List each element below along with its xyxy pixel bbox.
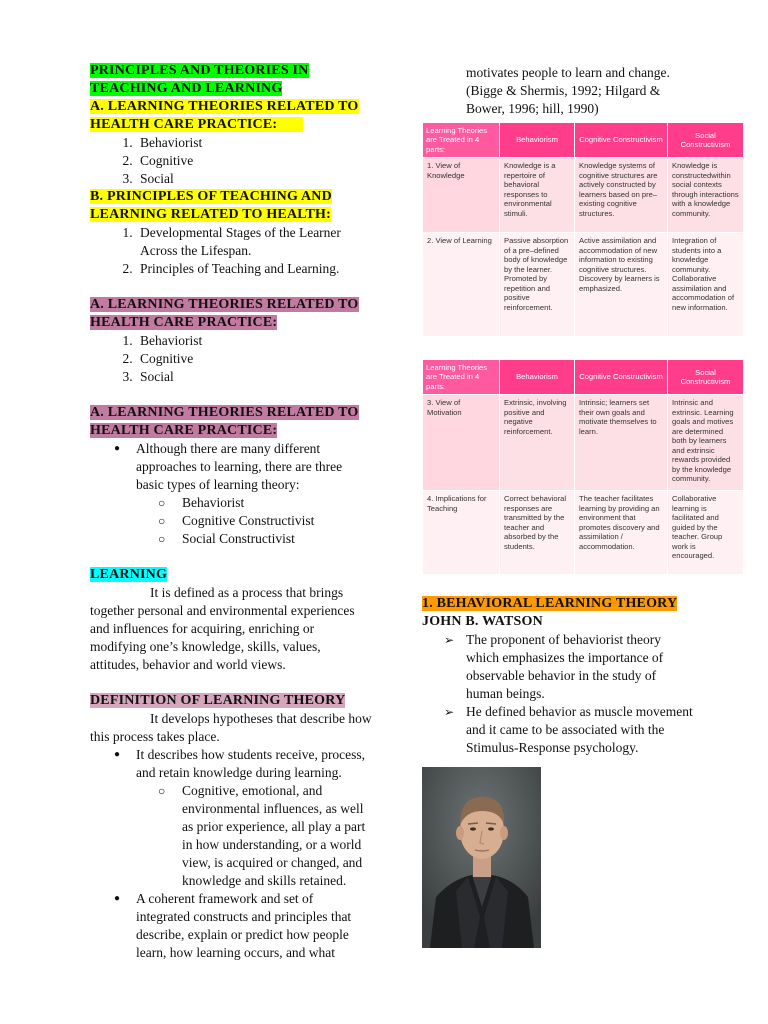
heading-principles: B. PRINCIPLES OF TEACHING AND LEARNING RELATED TO HEALTH: — [90, 189, 332, 222]
principles-list — [90, 224, 395, 278]
list-item: ○ Behaviorist — [182, 494, 395, 512]
list-item: 1. Behaviorist — [136, 332, 395, 350]
types-sublist — [136, 494, 395, 548]
table-cell: 2. View of Learning — [423, 233, 500, 337]
learning-paragraph: It is defined as a process that brings together personal and environmental experiences and influences for acquiring, enriching or modifying one’s knowledge, skills, values, attitudes, behavior and world views. — [90, 585, 355, 672]
list-item: 2. Principles of Teaching and Learning. — [136, 260, 395, 278]
table-cell: 1. View of Knowledge — [423, 158, 500, 233]
heading-learning-theories: A. LEARNING THEORIES RELATED TO HEALTH CARE PRACTICE: — [90, 99, 359, 132]
heading-learning-theories-2: A. LEARNING THEORIES RELATED TO HEALTH CARE PRACTICE: — [90, 297, 359, 330]
list-item: 3. Social — [136, 170, 395, 188]
table-cell: Knowledge systems of cognitive structures are actively constructed by learners based on pre–existing cognitive structures. — [575, 158, 668, 233]
list-item: ● A coherent framework and set of integrated constructs and principles that describe, explain or predict how people learn, how learning occurs, and what — [136, 890, 395, 962]
table-cell: Extrinsic, involving positive and negative reinforcement. — [500, 395, 575, 491]
heading-learning-theories-3: A. LEARNING THEORIES RELATED TO HEALTH CARE PRACTICE: — [90, 405, 359, 438]
heading-behavioral-theory: 1. BEHAVIORAL LEARNING THEORY JOHN B. WATSON — [422, 596, 678, 629]
theories-table-2 — [422, 359, 744, 575]
list-item: 2. Cognitive — [136, 350, 395, 368]
main-title: PRINCIPLES AND THEORIES IN TEACHING AND LEARNING — [90, 63, 309, 96]
table-cell: 4. Implications for Teaching — [423, 491, 500, 575]
list-item: ○ Cognitive Constructivist — [182, 512, 395, 530]
list-item: ➢ He defined behavior as muscle movement and it came to be associated with the Stimulus-Response psychology. — [466, 703, 752, 757]
list-item: ○ Cognitive, emotional, and environmental influences, as well as prior experience, all play a part in how understanding, or a world view, is acquired or changed, and knowledge and skills retained. — [182, 782, 395, 890]
table-header: Social Constructivism — [668, 123, 744, 158]
table-header: Behaviorism — [500, 360, 575, 395]
left-column — [90, 62, 395, 962]
table-cell: Collaborative learning is facilitated and guided by the teacher. Group work is encouraged. — [668, 491, 744, 575]
theories-table-1 — [422, 122, 744, 337]
table-cell: Knowledge is constructedwithin social contexts through interactions with a knowledge community. — [668, 158, 744, 233]
table-cell: Passive absorption of a pre–defined body of knowledge by the learner. Promoted by repetition and positive reinforcement. — [500, 233, 575, 337]
list-item: 1. Developmental Stages of the Learner Across the Lifespan. — [136, 224, 395, 260]
continued-paragraph: motivates people to learn and change. (Bigge & Shermis, 1992; Hilgard & Bower, 1996; hill, 1990) — [466, 65, 670, 116]
heading-learning: LEARNING — [90, 567, 168, 582]
table-cell: 3. View of Motivation — [423, 395, 500, 491]
list-item: ➢ The proponent of behaviorist theory which emphasizes the importance of observable behavior in the study of human beings. — [466, 631, 752, 703]
table-cell: Knowledge is a repertoire of behavioral responses to environmental stimuli. — [500, 158, 575, 233]
table-cell: Integration of students into a knowledge community. Collaborative assimilation and accommodation of new information. — [668, 233, 744, 337]
table-cell: The teacher facilitates learning by providing an environment that promotes discovery and assimilation / accommodation. — [575, 491, 668, 575]
table-cell: Active assimilation and accommodation of new information to existing cognitive structures. Discovery by learners is emphasized. — [575, 233, 668, 337]
theories-list-2 — [90, 332, 395, 386]
types-bullets — [90, 440, 395, 548]
right-column — [422, 64, 752, 948]
table-row — [423, 395, 744, 491]
table-header: Cognitive Constructivism — [575, 360, 668, 395]
table-cell: Correct behavioral responses are transmitted by the teacher and absorbed by the students. — [500, 491, 575, 575]
list-item: 2. Cognitive — [136, 152, 395, 170]
table-row — [423, 491, 744, 575]
list-item: 1. Behaviorist — [136, 134, 395, 152]
table-row — [423, 158, 744, 233]
portrait-illustration — [422, 767, 541, 948]
watson-portrait-photo — [422, 767, 541, 948]
list-item: ● Although there are many different approaches to learning, there are three basic types of learning theory: ○ Behaviorist ○ Cognitive Constructivist ○ Social Constructivist — [136, 440, 395, 548]
definition-paragraph: It develops hypotheses that describe how this process takes place. — [90, 711, 372, 744]
table-cell: Intrinsic and extrinsic. Learning goals and motives are determined both by learners and extrinsic rewards provided by the knowledge community. — [668, 395, 744, 491]
list-item: 3. Social — [136, 368, 395, 386]
heading-definition: DEFINITION OF LEARNING THEORY — [90, 693, 346, 708]
table-header: Social Constructivism — [668, 360, 744, 395]
table-cell: Intrinsic; learners set their own goals and motivate themselves to learn. — [575, 395, 668, 491]
watson-points — [422, 631, 752, 757]
table-header: Behaviorism — [500, 123, 575, 158]
table-header: Learning Theories are Treated in 4 parts: — [423, 360, 500, 395]
table-row — [423, 233, 744, 337]
table-header: Cognitive Constructivism — [575, 123, 668, 158]
table-header: Learning Theories are Treated in 4 parts: — [423, 123, 500, 158]
list-item: ○ Social Constructivist — [182, 530, 395, 548]
definition-bullets — [90, 746, 395, 962]
theories-list — [90, 134, 395, 188]
list-item: ● It describes how students receive, process, and retain knowledge during learning. ○ Cognitive, emotional, and environmental influences, as well as prior experience, all play a part in how understanding, or a world view, is acquired or changed, and knowledge and skills retained. — [136, 746, 395, 890]
